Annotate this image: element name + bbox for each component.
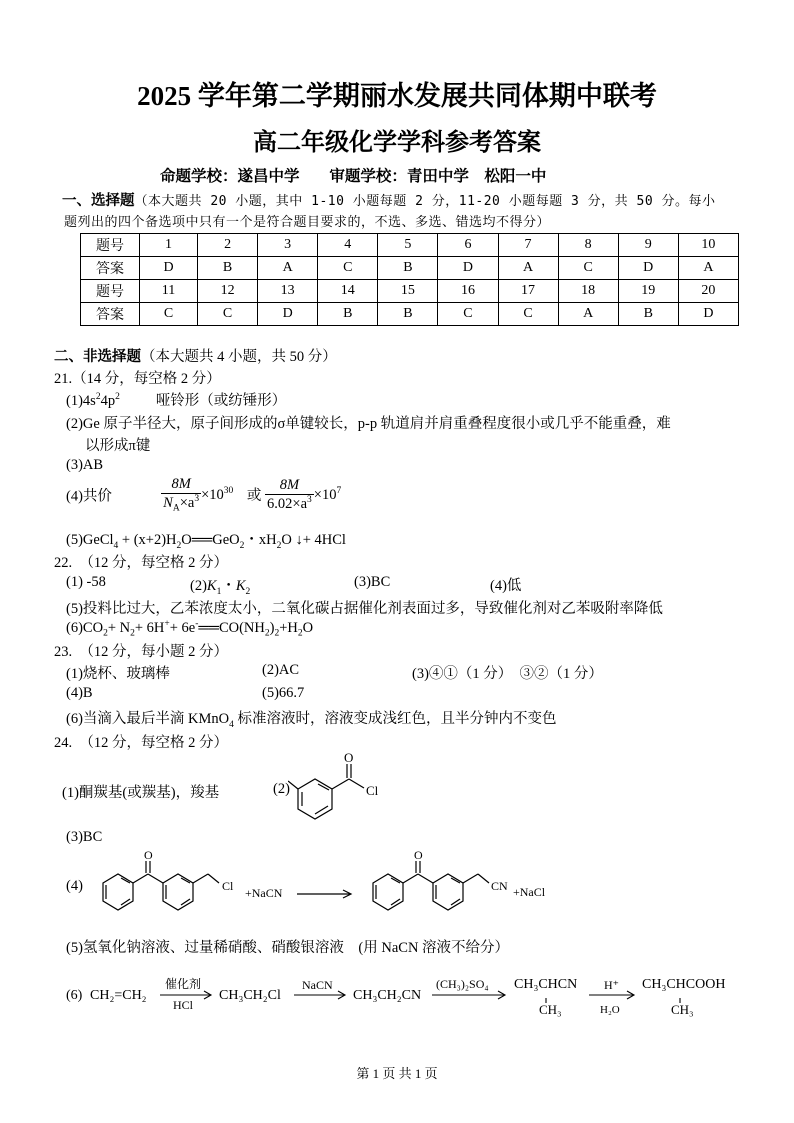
chlorine-label: Cl xyxy=(222,879,234,893)
q-number: 6 xyxy=(438,234,498,257)
q21-part2-b: 以形成π键 xyxy=(85,438,151,454)
q23-part4: (4)B xyxy=(66,685,93,701)
q23-part1: (1)烧杯、玻璃棒 xyxy=(66,666,170,682)
row-label: 题号 xyxy=(81,280,140,303)
section1-desc-b: 题列出的四个备选项中只有一个是符合题目要求的，不选、多选、错选均不得分） xyxy=(64,215,551,230)
answer-cell: A xyxy=(258,257,318,280)
q-number: 11 xyxy=(140,280,198,303)
carbonyl-carbon-bond xyxy=(332,779,349,789)
q-number: 5 xyxy=(378,234,438,257)
answer-cell: A xyxy=(498,257,558,280)
p6-label: (6) xyxy=(66,988,83,1003)
answer-cell: B xyxy=(198,257,258,280)
q21-part3: (3)AB xyxy=(66,457,104,473)
section2-desc: （本大题共 4 小题，共 50 分） xyxy=(141,349,337,365)
q21-part4: (4)共价 $\frac{8M}{N_A\times a^3}$ $\times 10^{30}$ 或 $\frac{8M}{6.02\times a^3}$ $\times 10^7$ xyxy=(66,476,342,514)
row-label: 答案 xyxy=(81,303,140,326)
answer-cell: C xyxy=(140,303,198,326)
section1-heading-line xyxy=(62,189,716,210)
q21-head: 21.（14 分，每空格 2 分） xyxy=(54,371,221,387)
oxygen-label: O xyxy=(144,848,153,862)
answer-cell: C xyxy=(498,303,558,326)
schools-line xyxy=(160,164,572,186)
arrow2-top: NaCN xyxy=(302,978,333,992)
q24-synthesis-6 xyxy=(62,968,762,1020)
fraction-1: $\frac{8M}{N_A\times a^3}$ xyxy=(163,476,200,514)
q22-part1: (1) -58 xyxy=(66,574,106,590)
answer-cell: D xyxy=(140,257,198,280)
methyl-branch: CH₃ xyxy=(539,1002,562,1017)
q-number: 20 xyxy=(678,280,738,303)
q-number: 16 xyxy=(438,280,498,303)
q22-part6: $(6)CO_2+ N_2+ 6H^++$ $6e^-══CO(NH_2)_2+H_2O$ xyxy=(66,619,314,639)
benzene-ring xyxy=(298,779,332,819)
answer-cell: C xyxy=(318,257,378,280)
proposer-school: 命题学校：遂昌中学 xyxy=(160,168,300,185)
q-number: 18 xyxy=(558,280,618,303)
q-number: 19 xyxy=(618,280,678,303)
q22-part2: $(2)K_1$・$K_2$ xyxy=(190,578,251,597)
answer-cell: B xyxy=(318,303,378,326)
cn-label: CN xyxy=(491,879,508,893)
chloroethane: CH₃CH₂Cl xyxy=(219,988,281,1003)
q24-part3: (3)BC xyxy=(66,829,103,845)
page-subtitle: 高二年级化学学科参考答案 xyxy=(253,130,541,156)
q22-head: 22. （12 分，每空格 2 分） xyxy=(54,555,228,571)
q24-part4-label: (4) xyxy=(66,878,83,894)
row-label: 题号 xyxy=(81,234,140,257)
methyl-bond xyxy=(288,781,298,789)
answer-cell: C xyxy=(558,257,618,280)
q22-part3: (3)BC xyxy=(354,574,391,590)
q-number: 14 xyxy=(318,280,378,303)
answer-table xyxy=(80,233,739,326)
answer-cell: D xyxy=(438,257,498,280)
q23-part6: (6)当滴入最后半滴 KMnO$_4$ 标准溶液时，溶液变成浅红色，且半分钟内不变色 xyxy=(66,711,557,730)
arrow1-top: 催化剂 xyxy=(165,977,202,991)
row-label: 答案 xyxy=(81,257,140,280)
q21-part1: $(1)4s^24p^2$ 哑铃形（或纺锤形） xyxy=(66,392,287,409)
q-number: 15 xyxy=(378,280,438,303)
methylpropanenitrile: CH₃CHCN xyxy=(514,977,578,992)
answer-cell: D xyxy=(618,257,678,280)
q24-reaction-4 xyxy=(95,845,565,925)
arrow1-bottom: HCl xyxy=(173,998,194,1012)
section2-heading: 二、非选择题 xyxy=(54,349,141,365)
answer-cell: B xyxy=(378,303,438,326)
oxygen-label: O xyxy=(414,848,423,862)
q-number: 2 xyxy=(198,234,258,257)
q-number: 12 xyxy=(198,280,258,303)
answer-cell: B xyxy=(618,303,678,326)
section1-desc-a: （本大题共 20 小题，其中 1-10 小题每题 2 分，11-20 小题每题 3 分，共 50 分。每小 xyxy=(134,194,716,209)
methyl-branch: CH₃ xyxy=(671,1002,694,1017)
q22-part4: (4)低 xyxy=(490,578,522,594)
table-row xyxy=(81,280,739,303)
fraction-2: $\frac{8M}{6.02\times a^3}$ xyxy=(267,476,312,512)
nacl-label: +NaCl xyxy=(513,885,546,899)
reviewer-school: 审题学校：青田中学 松阳一中 xyxy=(329,168,547,185)
methylpropanoic-acid: CH₃CHCOOH xyxy=(642,977,726,992)
answer-cell: D xyxy=(258,303,318,326)
q-number: 10 xyxy=(678,234,738,257)
q-number: 3 xyxy=(258,234,318,257)
nacn-label: +NaCN xyxy=(245,886,283,900)
answer-cell: B xyxy=(378,257,438,280)
q24-head: 24. （12 分，每空格 2 分） xyxy=(54,735,228,751)
ethene: CH₂=CH₂ xyxy=(90,988,147,1003)
q24-structure-2 xyxy=(288,748,418,828)
section2-heading-line xyxy=(54,345,337,366)
q21-part2-a: (2)Ge 原子半径大，原子间形成的σ单键较长，p-p 轨道肩并肩重叠程度很小或几乎不能重叠，难 xyxy=(66,416,671,432)
q21-part5: (5)GeCl$_4$ + $(x+2)H_2O══GeO_2$・$xH_2O$ ↓+ 4HCl xyxy=(66,532,346,551)
q23-part2: (2)AC xyxy=(262,662,300,678)
q-number: 1 xyxy=(140,234,198,257)
q-number: 17 xyxy=(498,280,558,303)
q-number: 13 xyxy=(258,280,318,303)
table-row xyxy=(81,303,739,326)
answer-cell: A xyxy=(558,303,618,326)
table-row xyxy=(81,257,739,280)
q22-part5: (5)投料比过大，乙苯浓度太小，二氧化碳占据催化剂表面过多，导致催化剂对乙苯吸附率降低 xyxy=(66,601,663,617)
q24-part5: (5)氢氧化钠溶液、过量稀硝酸、硝酸银溶液 (用 NaCN 溶液不给分） xyxy=(66,940,510,956)
q-number: 8 xyxy=(558,234,618,257)
page-footer: 第 1 页 共 1 页 xyxy=(356,1066,438,1081)
section1-heading: 一、选择题 xyxy=(62,193,135,209)
q23-head: 23. （12 分，每小题 2 分） xyxy=(54,644,228,660)
answer-cell: D xyxy=(678,303,738,326)
q-number: 7 xyxy=(498,234,558,257)
q23-part5: (5)66.7 xyxy=(262,685,305,701)
answer-cell: C xyxy=(438,303,498,326)
q-number: 4 xyxy=(318,234,378,257)
q24-part2-label: (2) xyxy=(273,781,290,797)
page-title: 2025 学年第二学期丽水发展共同体期中联考 xyxy=(137,81,657,111)
table-row xyxy=(81,234,739,257)
q24-part1: (1)酮羰基(或羰基)，羧基 xyxy=(62,785,220,801)
oxygen-label: O xyxy=(344,750,354,765)
propanenitrile: CH₃CH₂CN xyxy=(353,988,422,1003)
arrow4-bottom: H₂O xyxy=(600,1004,620,1016)
q-number: 9 xyxy=(618,234,678,257)
chlorine-label: Cl xyxy=(366,783,379,798)
arrow4-top: H⁺ xyxy=(604,978,619,992)
answer-cell: C xyxy=(198,303,258,326)
arrow3-top: (CH₃)₂SO₄ xyxy=(436,977,489,991)
q23-part3: (3)④①（1 分） ③②（1 分） xyxy=(412,666,603,682)
answer-cell: A xyxy=(678,257,738,280)
